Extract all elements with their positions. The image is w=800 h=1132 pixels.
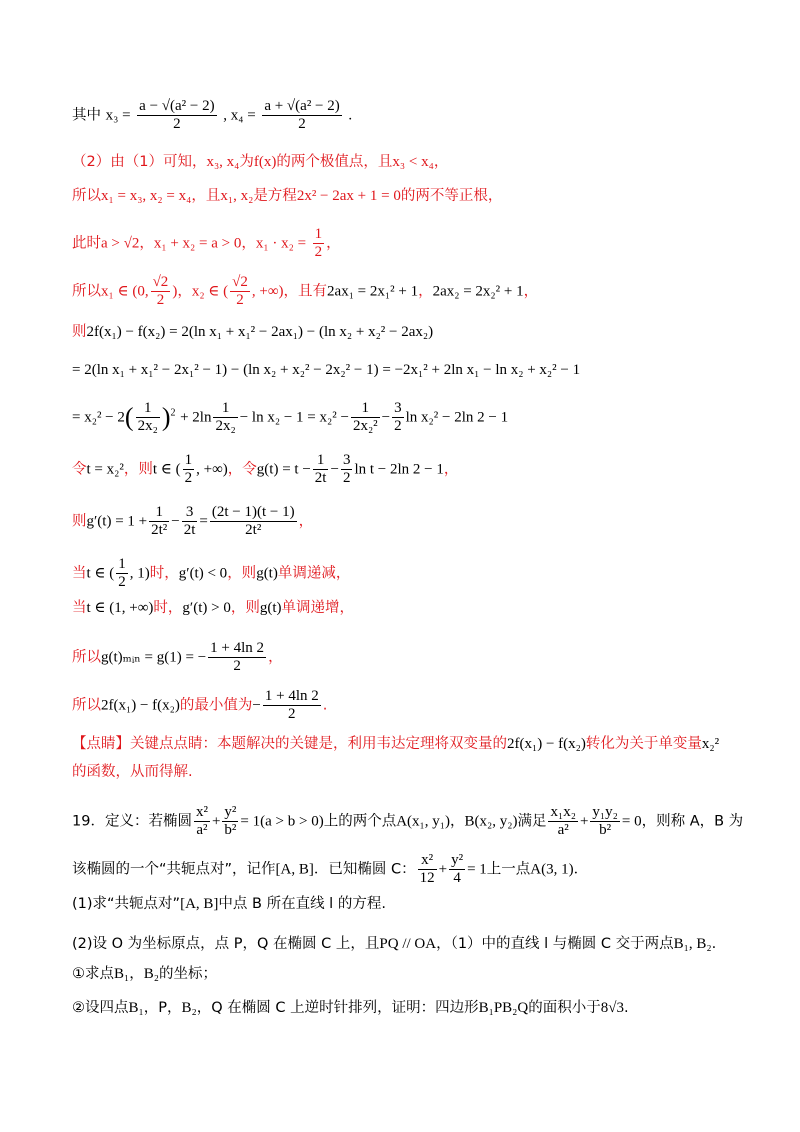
fraction-denominator: 2 [233,658,241,674]
text: 的两个极值点，且 [276,154,393,170]
math: x₂² [701,736,720,752]
text: 时， [153,600,183,616]
fraction-denominator: 2 [342,470,351,486]
text: 中点 B 所在直线 l 的方程. [218,896,386,912]
question-19-part-1 [72,894,386,914]
math: − [252,697,261,714]
fraction-numerator: 1 [136,400,160,418]
text: ， [523,283,539,300]
math: g(t) = t − [256,461,311,478]
fraction-numerator: √2 [152,274,169,290]
fraction [590,804,619,839]
math-x4: , x₄ = [223,107,256,124]
math: = 1(a > b > 0) [240,813,324,830]
fraction-denominator: 2 [173,116,181,132]
fraction-numerator: 1 [351,400,380,418]
math: x₁ = x₃, x₂ = x₄ [101,188,192,204]
math: B₁, B₂ [673,936,712,952]
fraction-numerator: y² [224,804,237,820]
fraction [149,504,169,539]
expansion-step-1 [72,322,433,342]
fraction [183,452,195,487]
text: 所以 [72,649,101,666]
fraction-denominator: 2t [314,470,327,486]
fraction-numerator: y² [451,852,464,868]
text: ， [241,235,256,252]
decreasing-interval [72,556,350,591]
fraction-denominator: 12 [419,870,435,886]
text: 时， [149,565,179,582]
text: 所以 [72,188,101,204]
part2-intro [72,152,448,172]
math: g(t) [259,600,282,616]
math: g′(t) > 0 [182,600,231,616]
solution-root-definitions [72,98,352,133]
text: ，Q 在椭圆 C 上逆时针排列，证明：四边形 [196,1000,479,1016]
fraction-denominator: 2t² [245,522,262,538]
math: = x₂² − 2 [72,409,125,426]
text: ①求点 [72,966,114,982]
math: = 0 [621,813,642,830]
fraction [351,400,380,435]
text: (2)设 O 为坐标原点，点 P，Q 在椭圆 C 上，且 [72,936,380,952]
math: t ∈ ( [86,565,115,582]
fraction-denominator: 2 [394,418,402,434]
fraction-numerator: x² [195,804,208,820]
fraction-numerator: a + √(a² − 2) [264,98,340,114]
text: ， [443,461,459,478]
fraction-numerator: 3 [342,452,351,468]
fraction-denominator: 2 [118,574,126,590]
increasing-interval [72,598,354,618]
math: 2ax₁ = 2x₁² + 1 [327,283,419,300]
fraction [313,452,329,487]
minimum-of-g [72,640,283,675]
fraction-x4 [262,98,341,133]
text: ，令 [227,461,257,478]
text: 的坐标； [158,966,217,982]
fraction [230,274,250,309]
math: = 2(ln x₁ + x₁² − 2x₁² − 1) − (ln x₂ + x₂² − 2x₂² − 1) = −2x₁² + 2ln x₁ − ln x₂ + x₂² − 1 [72,362,581,378]
math: g(t)ₘᵢₙ = g(1) = − [101,649,207,666]
fraction [194,804,210,839]
key-point-comment [72,734,719,754]
fraction-numerator: 1 [213,400,237,418]
fraction [449,852,465,887]
fraction-denominator: b² [224,822,237,838]
fraction-numerator: 1 [118,556,126,572]
math: g(t) [256,565,278,582]
text: . [623,1000,629,1016]
text: ．已知椭圆 C： [313,861,416,878]
math: t ∈ ( [152,461,181,478]
math: − [171,513,180,530]
text: 为 [239,154,254,170]
fraction [341,452,353,487]
math: x₃ < x₄ [392,154,434,170]
math: + [579,813,589,830]
math: − [330,461,339,478]
final-minimum [72,688,327,723]
question-19-part-2-ii [72,998,629,1018]
fraction-numerator: x² [418,852,437,870]
fraction-numerator: 1 + 4ln 2 [210,640,265,656]
text: 所以 [72,697,101,714]
math: ln t − 2ln 2 − 1 [354,461,444,478]
fraction-denominator: 2 [184,470,193,486]
fraction [210,504,297,539]
text: （2）由（1）可知， [72,154,207,170]
text: ②设四点 [72,1000,129,1016]
math: x₃, x₄ [206,154,240,170]
fraction-numerator: √2 [232,274,248,290]
fraction-numerator: 1 [313,452,329,470]
text: 满足 [517,813,547,830]
math: , +∞) [196,461,228,478]
fraction-numerator: a − √(a² − 2) [139,98,215,114]
math: B(x₂, y₂) [464,813,518,830]
text: ， [129,966,144,982]
math: 2f(x₁) − f(x₂) [101,697,180,714]
fraction [263,688,321,723]
substitution-statement [72,452,458,487]
ranges-statement [72,274,538,309]
text: 所以 [72,283,101,300]
text: ， [450,813,465,830]
math-x3: x₃ = [105,107,131,124]
text: 则 [72,513,87,530]
fraction-numerator: y₁y₂ [592,804,618,820]
fraction-numerator: x₁x₂ [550,804,576,820]
text: 则 [72,324,87,340]
math: PQ // OA [379,936,437,952]
text: ，则 [123,461,153,478]
fraction [222,804,238,839]
fraction-numerator: 1 [149,504,169,522]
paren-close: ) [161,402,171,432]
text: ． [573,861,589,878]
fraction [116,556,128,591]
math: B₂ [143,966,159,982]
math: x₁ ∈ (0, [101,283,149,300]
math: A(3, 1) [530,861,574,878]
fraction-denominator: 2x₂ [215,418,236,434]
math: f(x) [253,154,277,170]
text: ， [268,649,283,666]
text: ，P， [143,1000,182,1016]
math: [A, B] [180,896,219,912]
math: 2x² − 2ax + 1 = 0 [296,188,401,204]
fraction-denominator: 2 [314,244,323,260]
fraction [418,852,437,887]
text: 上一点 [486,861,531,878]
fraction-denominator: b² [599,822,612,838]
math: 2ax₂ = 2x₂² + 1 [432,283,524,300]
math: = 1 [467,861,487,878]
derivative-statement [72,504,313,539]
paren-open: ( [124,402,134,432]
text: 该椭圆的一个“共轭点对”，记作 [72,861,276,878]
text: ，且 [191,188,221,204]
math: B₁ [128,1000,144,1016]
math: − [381,409,391,426]
math: B₁ [114,966,130,982]
question-19-part-2 [72,934,716,954]
text: . [322,697,328,714]
math: 2f(x₁) − f(x₂) = 2(ln x₁ + x₁² − 2ax₁) − (ln x₂ + x₂² − 2ax₂) [86,324,434,340]
text: 单调递增， [281,600,354,616]
text: ， [418,283,433,300]
text: 的面积小于 [528,1000,601,1016]
math: , 1) [129,565,150,582]
text: 的两不等正根， [400,188,503,204]
fraction-numerator: 3 [394,400,402,416]
text: 当 [72,600,87,616]
fraction [213,400,237,435]
period: . [348,107,353,124]
text: (1)求“共轭点对” [72,896,181,912]
fraction-denominator: 2t [183,522,196,538]
math: B₂ [181,1000,197,1016]
fraction-denominator: 2 [236,292,244,308]
math: x₁, x₂ [220,188,254,204]
fraction-denominator: 2 [288,706,296,722]
math: [A, B] [275,861,314,878]
expansion-step-2 [72,360,580,380]
fraction-denominator: 2x₂² [352,418,378,434]
math: ln x₂² − 2ln 2 − 1 [405,409,509,426]
fraction-denominator: 2t² [151,522,168,538]
text: ，且有 [283,283,328,300]
math: t = x₂² [86,461,124,478]
text: ，则 [230,600,260,616]
text: ， [177,283,192,300]
math: 8√3 [600,1000,624,1016]
text-prefix: 其中 [72,107,101,124]
text: 当 [72,565,87,582]
fraction [136,400,160,435]
key-point-comment-continued [72,762,193,782]
math: x₁ + x₂ = a > 0 [153,235,242,252]
math: g′(t) < 0 [178,565,228,582]
expansion-step-3 [72,400,508,435]
math: , +∞) [251,283,284,300]
text: 上的两个点 [323,813,397,830]
text: ，则 [227,565,257,582]
math: g′(t) = 1 + [86,513,148,530]
exponent: 2 [170,407,176,419]
math: + [438,861,448,878]
text: 单调递减， [277,565,351,582]
fraction [182,504,198,539]
roots-statement [72,186,502,206]
fraction [392,400,404,435]
math: B₁PB₂Q [478,1000,529,1016]
question-19-definition [72,804,743,839]
math: x₁ · x₂ = [255,235,307,252]
math: + [211,813,221,830]
math: = [199,513,208,530]
text: ， [326,235,341,252]
text: ，则称 A，B 为 [641,813,744,830]
fraction-x3 [137,98,216,133]
question-19-part-2-i [72,964,217,984]
math: A(x₁, y₁) [396,813,450,830]
fraction [548,804,577,839]
vieta-conditions [72,226,341,261]
text: ， [298,513,314,530]
text: 19．定义：若椭圆 [72,813,192,830]
text: 此时 [72,235,101,252]
fraction-denominator: a² [557,822,569,838]
math: t ∈ (1, +∞) [86,600,154,616]
math: − ln x₂ − 1 = x₂² − [239,409,349,426]
text: ，（1）中的直线 l 与椭圆 C 交于两点 [436,936,674,952]
fraction-numerator: 1 + 4ln 2 [264,688,319,704]
math: + 2ln [180,409,212,426]
text: 的最小值为 [179,697,253,714]
math: ) [172,283,178,300]
text: 转化为关于单变量 [585,736,702,752]
fraction-numerator: 1 [184,452,193,468]
math: 2f(x₁) − f(x₂) [507,736,586,752]
text: 是方程 [253,188,297,204]
text: ， [139,235,154,252]
fraction-denominator: 2x₂ [137,418,158,434]
fraction [208,640,266,675]
fraction-denominator: 2 [156,292,165,308]
text: 令 [72,461,87,478]
math: x₂ ∈ ( [191,283,229,300]
fraction-denominator: 2 [298,116,306,132]
text: 的函数，从而得解. [72,764,193,780]
fraction [313,226,325,261]
text: . [711,936,717,952]
fraction [151,274,171,309]
fraction-numerator: 1 [314,226,323,242]
fraction-numerator: 3 [182,504,198,522]
math: a > √2 [101,235,140,252]
fraction-numerator: (2t − 1)(t − 1) [211,504,295,520]
text: ， [433,154,449,170]
fraction-denominator: 4 [453,870,461,886]
question-19-ellipse [72,852,588,887]
fraction-denominator: a² [196,822,208,838]
text: 【点睛】关键点点睛：本题解决的关键是，利用韦达定理将双变量的 [72,736,507,752]
